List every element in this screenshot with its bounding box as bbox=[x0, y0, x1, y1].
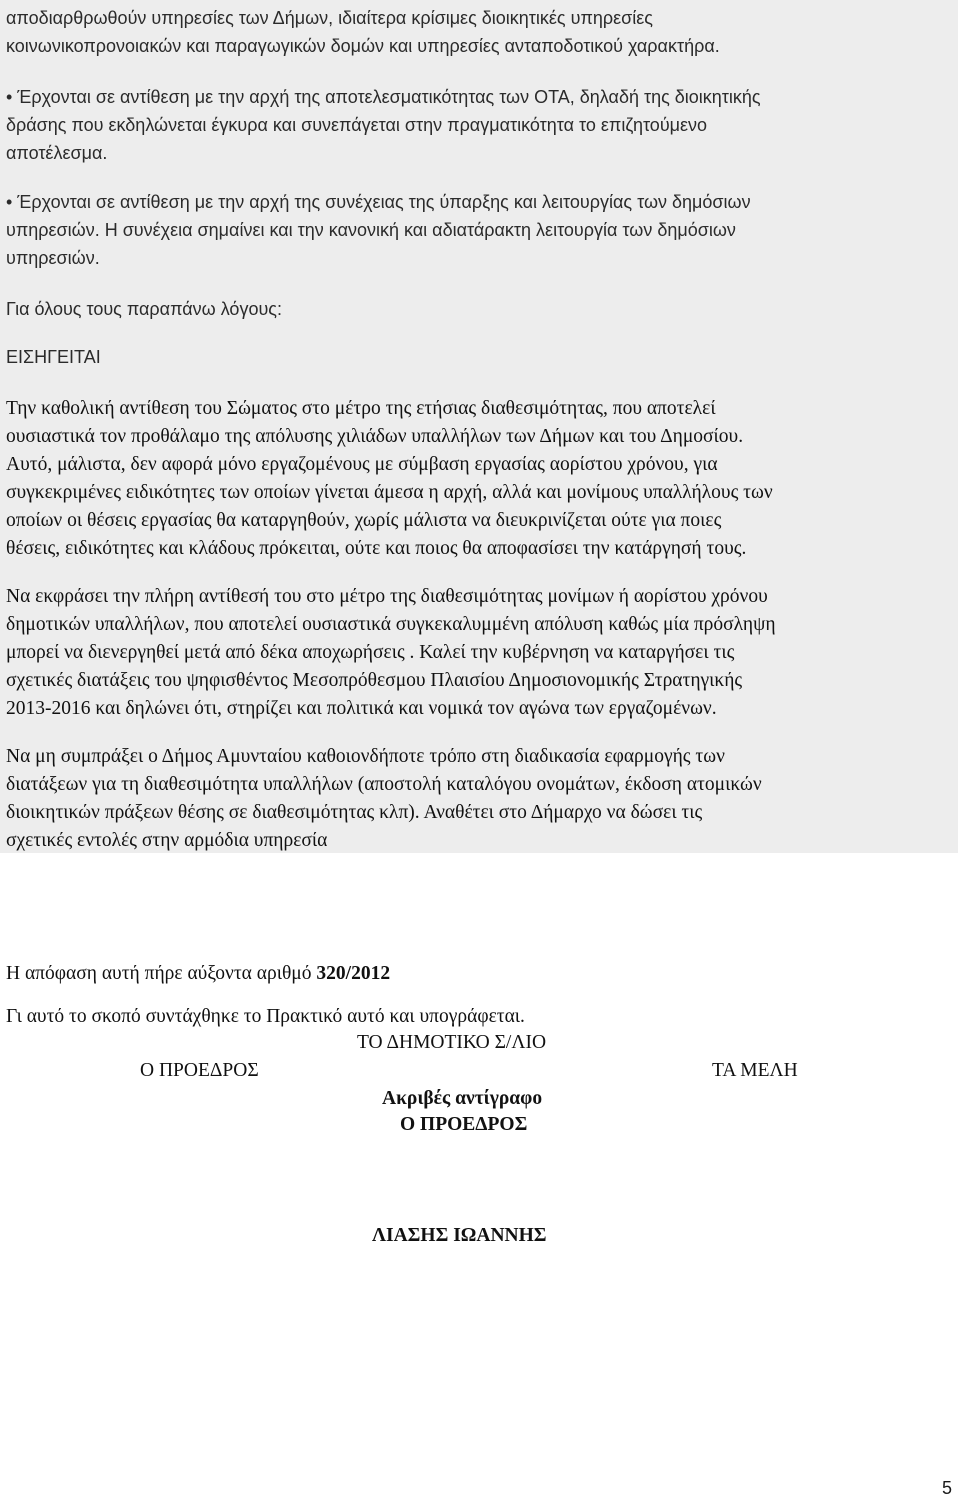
text-line: Την καθολική αντίθεση του Σώματος στο μέτρο της ετήσιας διαθεσιμότητας, που αποτελεί bbox=[6, 398, 716, 419]
decision-prefix: Η απόφαση αυτή πήρε αύξοντα αριθμό bbox=[6, 963, 317, 984]
text-line: Για όλους τους παραπάνω λόγους: bbox=[6, 299, 282, 319]
text-line: θέσεις, ειδικότητες και κλάδους πρόκειται, ούτε και ποιος θα αποφασίσει την κατάργησή τους. bbox=[6, 538, 747, 559]
decision-number: 320/2012 bbox=[316, 963, 391, 984]
text-line: 2013-2016 και δηλώνει ότι, στηρίζει και πολιτικά και νομικά τον αγώνα των εργαζομένων. bbox=[6, 698, 717, 719]
text-line: κοινωνικοπρονοιακών και παραγωγικών δομών και υπηρεσίες ανταποδοτικού χαρακτήρα. bbox=[6, 36, 720, 56]
bullet-item: • Έρχονται σε αντίθεση με την αρχή της συνέχειας της ύπαρξης και λειτουργίας των δημόσιων bbox=[6, 192, 751, 212]
president-left: Ο ΠΡΟΕΔΡΟΣ bbox=[140, 1060, 259, 1081]
text-line: αποτέλεσμα. bbox=[6, 143, 108, 163]
text-line: Να μη συμπράξει ο Δήμος Αμυνταίου καθοιονδήποτε τρόπο στη διαδικασία εφαρμογής των bbox=[6, 746, 725, 767]
text-line: μπορεί να διενεργηθεί μετά από δέκα αποχωρήσεις . Καλεί την κυβέρνηση να καταργήσει τις bbox=[6, 642, 735, 663]
text-line: οποίων οι θέσεις εργασίας θα καταργηθούν, χωρίς μάλιστα να διευκρινίζεται ούτε για ποιες bbox=[6, 510, 722, 531]
text-line: δημοτικών υπαλλήλων, που αποτελεί ουσιαστικά συγκεκαλυμμένη απόλυση καθώς μία πρόσληψη bbox=[6, 614, 776, 635]
true-copy-label: Ακριβές αντίγραφο bbox=[382, 1088, 543, 1109]
text-line: Να εκφράσει την πλήρη αντίθεσή του στο μέτρο της διαθεσιμότητας μονίμων ή αορίστου χρόνου bbox=[6, 586, 768, 607]
text-line: αποδιαρθρωθούν υπηρεσίες των Δήμων, ιδιαίτερα κρίσιμες διοικητικές υπηρεσίες bbox=[6, 8, 653, 28]
signer-name: ΛΙΑΣΗΣ ΙΩΑΝΝΗΣ bbox=[372, 1225, 547, 1246]
members-label: ΤΑ ΜΕΛΗ bbox=[712, 1060, 798, 1081]
text-line: συγκεκριμένες ειδικότητες των οποίων γίνεται άμεσα η αρχή, αλλά και μονίμους υπαλλήλους των bbox=[6, 482, 773, 503]
text-line: σχετικές διατάξεις του ψηφισθέντος Μεσοπρόθεσμου Πλαισίου Δημοσιονομικής Στρατηγικής bbox=[6, 670, 743, 691]
text-line: υπηρεσιών. bbox=[6, 248, 100, 268]
decision-line bbox=[6, 962, 390, 986]
page-number: 5 bbox=[941, 1478, 952, 1498]
text-line: διοικητικών πράξεων θέσης σε διαθεσιμότητας κλπ). Αναθέτει στο Δήμαρχο να δώσει τις bbox=[6, 802, 703, 823]
text-line: ουσιαστικά τον προθάλαμο της απόλυσης χιλιάδων υπαλλήλων των Δήμων και του Δημοσίου. bbox=[6, 426, 744, 447]
text-line: υπηρεσιών. Η συνέχεια σημαίνει και την κανονική και αδιατάρακτη λειτουργία των δημόσιων bbox=[6, 220, 736, 240]
council-title: ΤΟ ΔΗΜΟΤΙΚΟ Σ/ΛΙΟ bbox=[357, 1032, 547, 1053]
president-center: Ο ΠΡΟΕΔΡΟΣ bbox=[400, 1114, 528, 1135]
text-line: Αυτό, μάλιστα, δεν αφορά μόνο εργαζομένους με σύμβαση εργασίας αορίστου χρόνου, για bbox=[6, 454, 718, 475]
bullet-item: • Έρχονται σε αντίθεση με την αρχή της αποτελεσματικότητας των ΟΤΑ, δηλαδή της διοικητικής bbox=[6, 87, 761, 107]
text-line: διατάξεων για τη διαθεσιμότητα υπαλλήλων (αποστολή καταλόγου ονομάτων, έκδοση ατομικών bbox=[6, 774, 762, 795]
text-line: δράσης που εκδηλώνεται έγκυρα και συνεπάγεται στην πραγματικότητα το επιζητούμενο bbox=[6, 115, 708, 135]
text-line: σχετικές εντολές στην αρμόδια υπηρεσία bbox=[6, 830, 328, 851]
signed-text: Γι αυτό το σκοπό συντάχθηκε το Πρακτικό αυτό και υπογράφεται. bbox=[6, 1006, 525, 1027]
heading-eisigeitai: ΕΙΣΗΓΕΙΤΑΙ bbox=[6, 347, 101, 367]
